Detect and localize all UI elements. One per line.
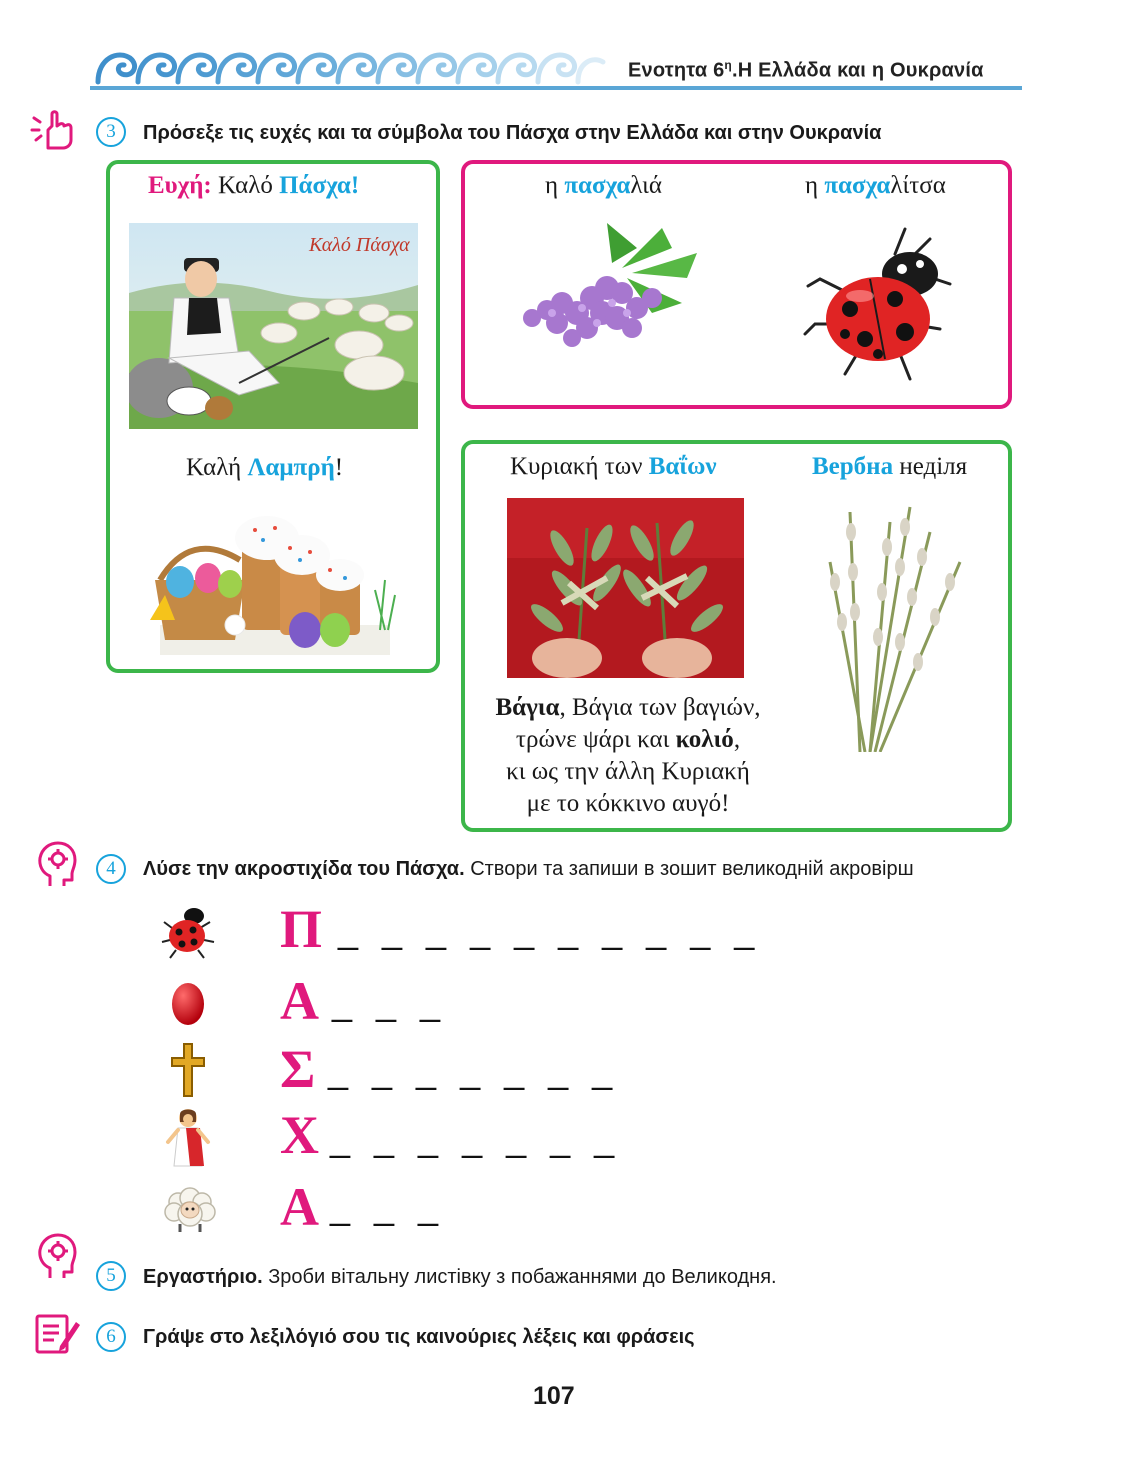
head-gear-icon [36,1232,78,1280]
acrostic-letter: Α [280,971,319,1031]
hand-pointing-icon [30,108,78,152]
head-gear-icon [36,840,78,888]
ladybug-image [800,224,955,384]
lilac-image [512,218,702,358]
lamb-icon [160,1182,220,1234]
acrostic-letter: Χ [280,1105,319,1165]
section-6-instruction: Γράψε στο λεξιλόγιό σου τις καινούριες λέξεις και φράσεις [143,1326,695,1348]
poem-line-4: με το κόκκινο αυγό! [526,790,730,817]
lambri-caption: Καλή Λαμπρή! [186,454,344,481]
acrostic-letter: Σ [280,1039,316,1099]
easter-card-text: Καλό Πάσχα [309,234,410,256]
section-5-number: 5 [96,1261,126,1291]
wish-caption: Ευχή: Καλό Πάσχα! [148,172,360,199]
poem-line-2: τρώνε ψάρι και κολιό, [515,726,741,753]
verbna-caption: Вербна неділя [812,453,968,480]
palm-branches-image [507,498,744,678]
easter-basket-image [130,500,415,660]
acrostic-blanks: _ _ _ _ _ _ _ [328,1050,620,1091]
section-5-instruction: Εργαστήριο. Зроби вітальну листівку з побажаннями до Великодня. [143,1266,777,1288]
poem-line-1: Βάγια, Βάγια των βαγιών, [495,694,761,721]
jesus-icon [160,1108,216,1170]
notebook-pencil-icon [34,1312,80,1356]
section-4-number: 4 [96,854,126,884]
palm-sunday-poem [463,692,793,820]
willow-branches-image [820,502,990,752]
section-6-number: 6 [96,1322,126,1352]
section-4-instruction: Λύσε την ακροστιχίδα του Πάσχα. Створи та запиши в зошит великодній акровірш [143,858,914,880]
ladybug-icon [160,900,216,960]
acrostic-letter: Α [280,1177,319,1237]
header-title: Ενοτητα $6^\eta.H$ Ελλάδα και η Ουκρανία [628,58,984,82]
palm-sunday-caption: Κυριακή των Βαΐων [510,453,717,480]
poem-line-3: κι ως την άλλη Κυριακή [506,758,750,785]
header-line [90,86,1022,90]
acrostic-blanks: _ _ _ [332,982,448,1023]
acrostic-letter: Π [280,899,323,959]
page-number: 107 [533,1382,575,1410]
cross-icon [160,1040,216,1100]
section-3-number: 3 [96,117,126,147]
section-3-instruction: Πρόσεξε τις ευχές και τα σύμβολα του Πάσχα στην Ελλάδα και στην Ουκρανία [143,122,882,144]
easter-card-image [129,223,418,429]
paschalitsa-caption: η πασχαλίτσα [805,172,946,199]
red-egg-icon [160,972,216,1032]
wave-ornament [88,38,618,88]
acrostic-blanks: _ _ _ [330,1186,446,1227]
paschalia-caption: η πασχαλιά [545,172,662,199]
acrostic-blanks: _ _ _ _ _ _ _ _ _ _ [338,910,762,951]
acrostic-blanks: _ _ _ _ _ _ _ [330,1118,622,1159]
